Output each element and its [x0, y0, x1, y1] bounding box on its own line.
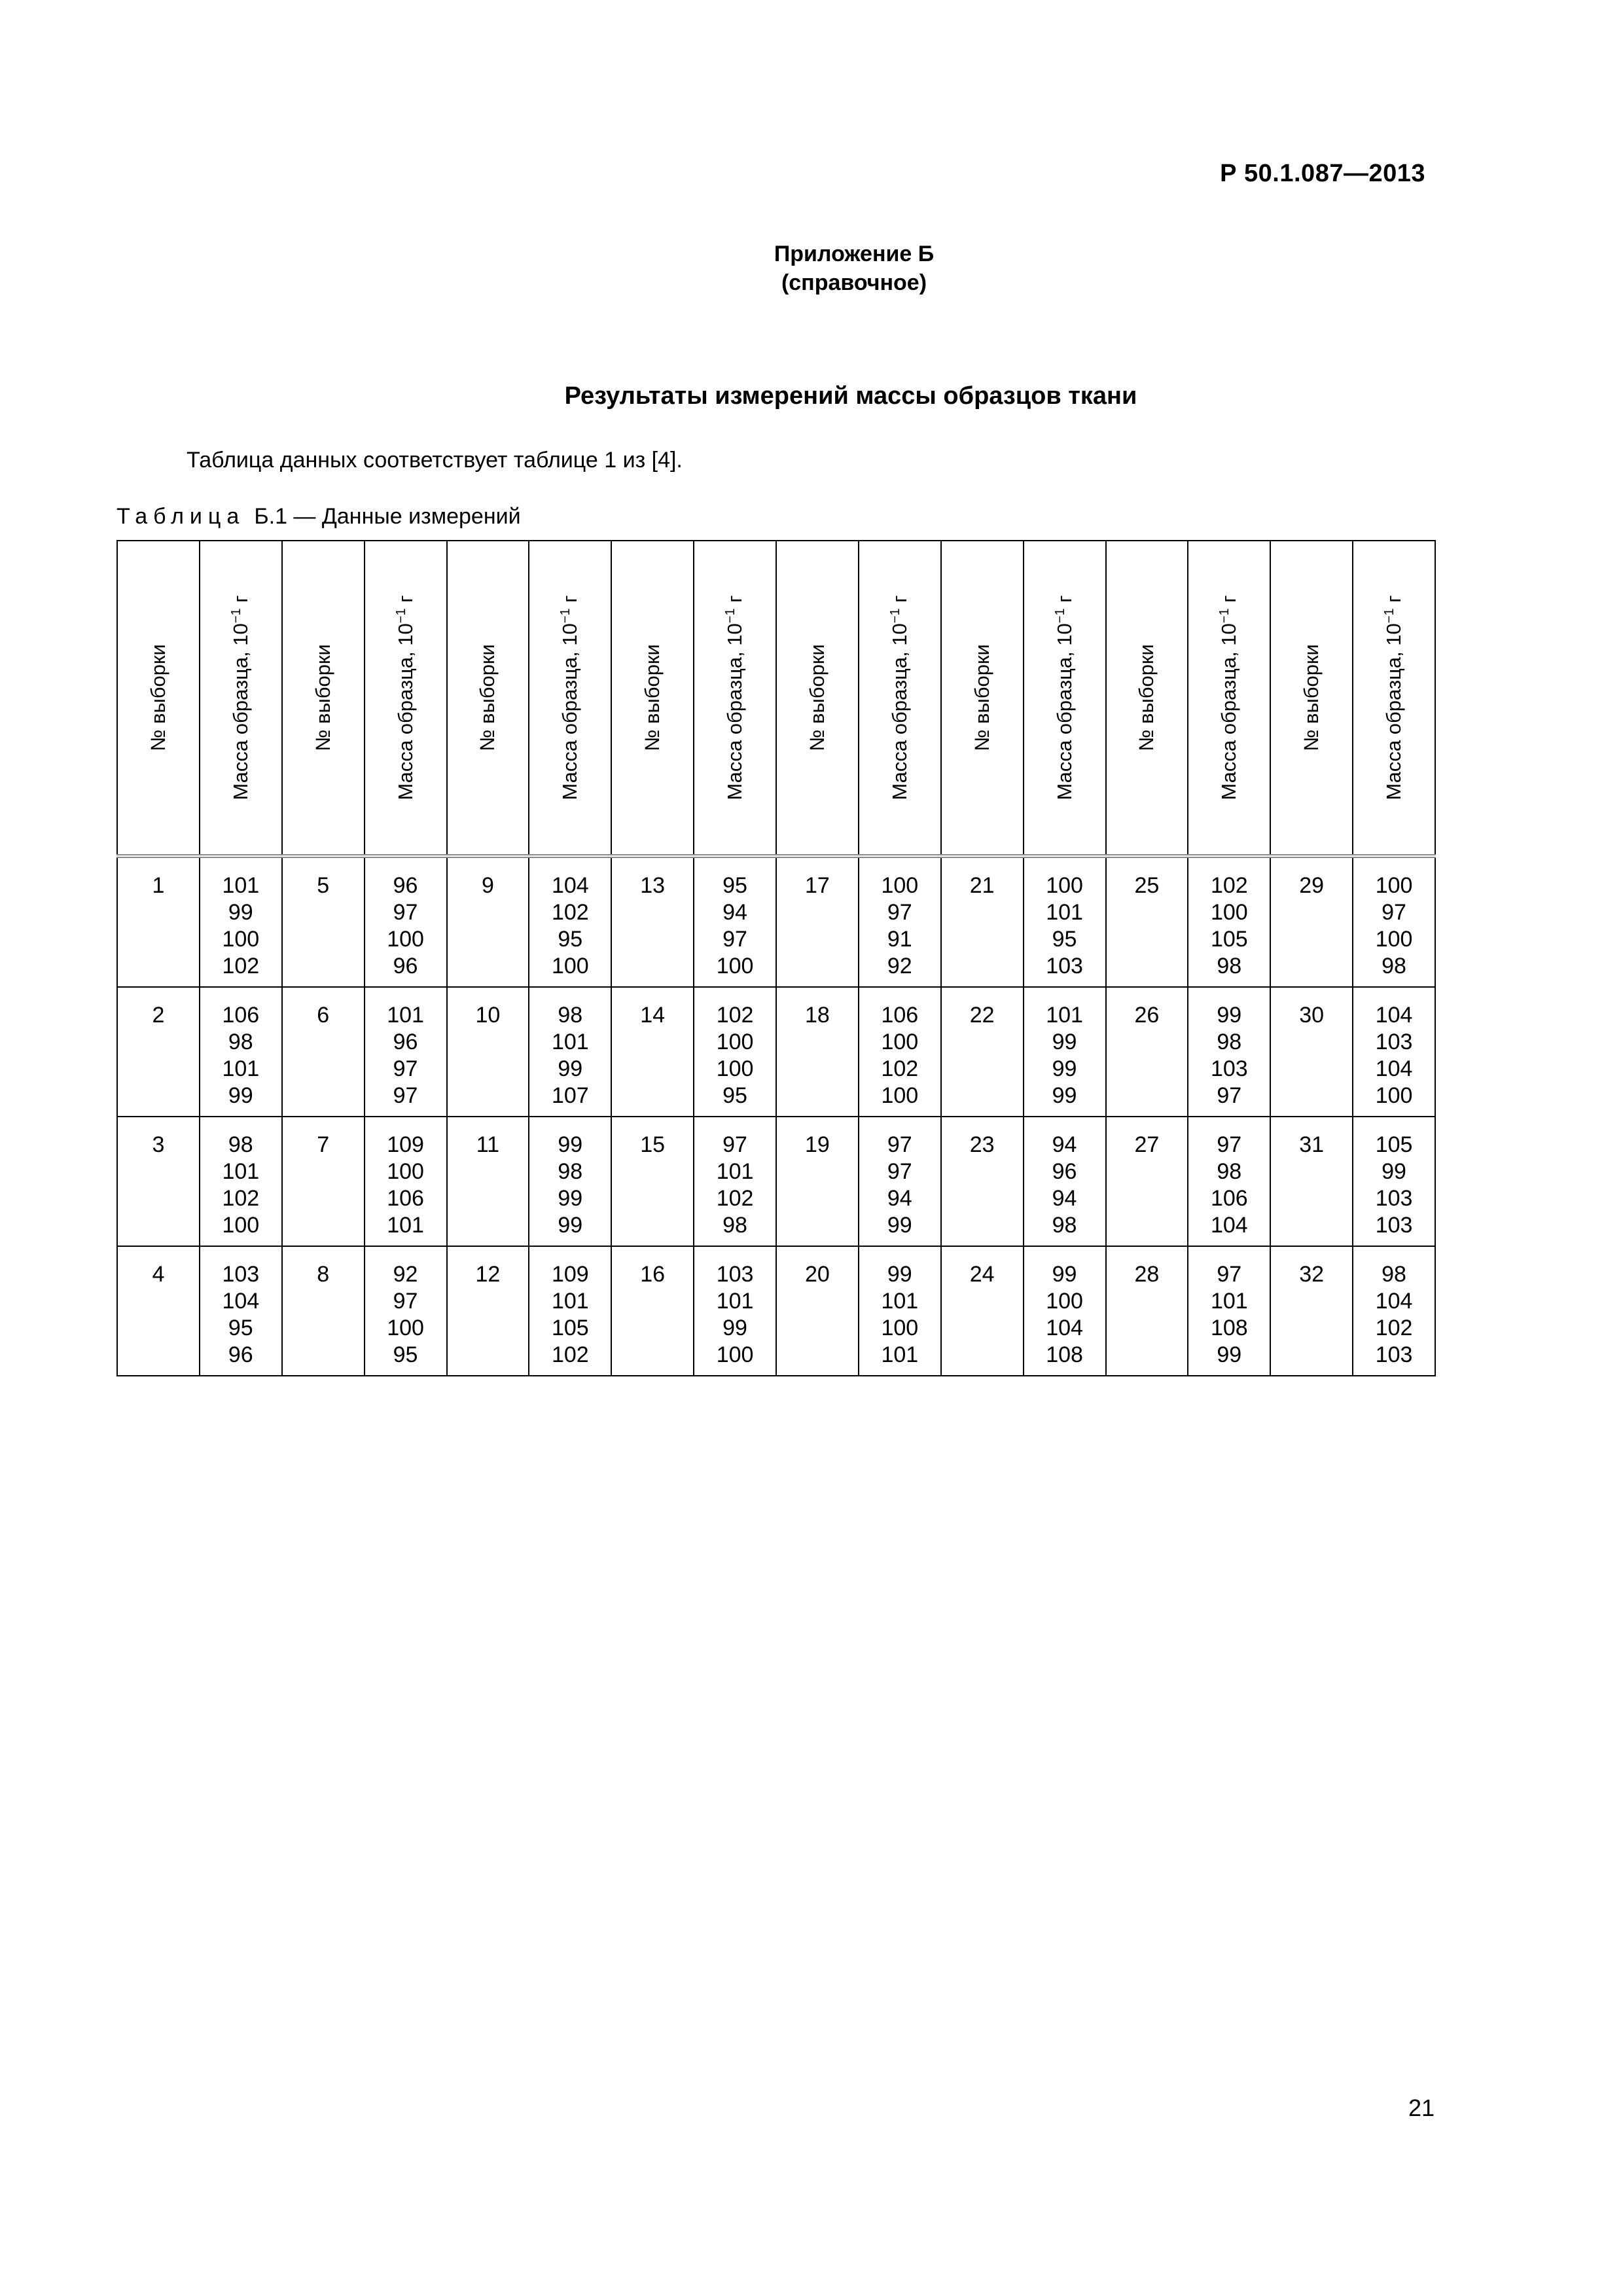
- mass-header-base: Масса образца, 10: [1382, 623, 1406, 800]
- mass-header-base: Масса образца, 10: [228, 623, 252, 800]
- mass-value: 99: [887, 1262, 912, 1287]
- mass-header-exponent: −1: [393, 608, 408, 624]
- mass-value: 100: [387, 1159, 424, 1184]
- mass-value: 101: [716, 1289, 754, 1314]
- mass-values-cell: [1353, 856, 1435, 987]
- mass-value: 98: [1217, 954, 1242, 978]
- mass-value: 106: [387, 1186, 424, 1211]
- mass-header-base: Масса образца, 10: [558, 623, 582, 800]
- mass-header-exponent: −1: [722, 608, 738, 624]
- mass-values-cell: [859, 987, 941, 1117]
- mass-header-unit: г: [1382, 595, 1406, 609]
- mass-value: 96: [393, 1030, 418, 1054]
- mass-value: 104: [1375, 1056, 1413, 1081]
- mass-value: 98: [722, 1213, 747, 1238]
- mass-value: 101: [881, 1289, 919, 1314]
- mass-value: 95: [722, 873, 747, 898]
- mass-header-exponent: −1: [887, 608, 902, 624]
- mass-value: 94: [1052, 1132, 1077, 1157]
- mass-value: 98: [1217, 1030, 1242, 1054]
- mass-value: 98: [228, 1030, 253, 1054]
- mass-value: 101: [222, 873, 260, 898]
- column-header-label: № выборки: [641, 644, 664, 751]
- sample-number-cell: 3: [117, 1117, 200, 1246]
- mass-value: 107: [551, 1083, 589, 1108]
- mass-values-cell: [1353, 1246, 1435, 1376]
- sample-number-cell: 20: [776, 1246, 859, 1376]
- mass-header-exponent: −1: [1217, 608, 1232, 624]
- mass-value: 101: [222, 1159, 260, 1184]
- mass-value: 97: [722, 927, 747, 952]
- column-header-label: [558, 595, 582, 800]
- mass-value: 92: [887, 954, 912, 978]
- mass-value: 106: [881, 1003, 919, 1028]
- mass-value: 102: [716, 1186, 754, 1211]
- mass-values-cell: [694, 1117, 776, 1246]
- mass-value: 108: [1210, 1316, 1248, 1340]
- mass-values-cell: [1188, 987, 1270, 1117]
- mass-value: 102: [222, 954, 260, 978]
- mass-value: 104: [1046, 1316, 1083, 1340]
- mass-value: 105: [1375, 1132, 1413, 1157]
- mass-values-cell: [859, 856, 941, 987]
- mass-value: 97: [393, 1083, 418, 1108]
- mass-value: 104: [1210, 1213, 1248, 1238]
- mass-value: 99: [558, 1132, 583, 1157]
- column-header-label: № выборки: [476, 644, 499, 751]
- mass-header-unit: г: [1052, 595, 1076, 609]
- sample-number-cell: 19: [776, 1117, 859, 1246]
- mass-header-base: Масса образца, 10: [887, 623, 911, 800]
- mass-value: 101: [1210, 1289, 1248, 1314]
- mass-values-cell: [859, 1117, 941, 1246]
- column-header-sample-no: [117, 541, 200, 856]
- mass-values-cell: [529, 1246, 611, 1376]
- mass-value: 95: [1052, 927, 1077, 952]
- sample-number-cell: 31: [1270, 1117, 1353, 1246]
- mass-value: 100: [387, 927, 424, 952]
- mass-value: 97: [887, 900, 912, 925]
- mass-value: 101: [387, 1003, 424, 1028]
- mass-value: 97: [722, 1132, 747, 1157]
- sample-number-cell: 1: [117, 856, 200, 987]
- mass-header-base: Масса образца, 10: [723, 623, 747, 800]
- mass-values-cell: [200, 1246, 282, 1376]
- mass-value: 96: [228, 1342, 253, 1367]
- mass-value: 103: [222, 1262, 260, 1287]
- mass-value: 103: [1046, 954, 1083, 978]
- mass-value: 99: [1382, 1159, 1406, 1184]
- table-caption-word: Таблица: [116, 504, 245, 529]
- sample-number-cell: 24: [941, 1246, 1024, 1376]
- column-header-label: № выборки: [1135, 644, 1158, 751]
- mass-value: 104: [1375, 1289, 1413, 1314]
- mass-value: 101: [1046, 900, 1083, 925]
- mass-value: 103: [1375, 1186, 1413, 1211]
- sample-number-cell: 11: [447, 1117, 529, 1246]
- mass-value: 100: [881, 1083, 919, 1108]
- mass-value: 94: [887, 1186, 912, 1211]
- mass-header-unit: г: [393, 595, 417, 609]
- mass-values-cell: [1024, 856, 1106, 987]
- table-row: [117, 987, 1435, 1117]
- mass-values-cell: [1024, 1117, 1106, 1246]
- column-header-sample-no: [611, 541, 694, 856]
- mass-value: 95: [393, 1342, 418, 1367]
- mass-value: 94: [1052, 1186, 1077, 1211]
- column-header-sample-no: [1106, 541, 1188, 856]
- mass-value: 95: [558, 927, 583, 952]
- mass-values-cell: [1188, 1246, 1270, 1376]
- mass-value: 100: [222, 927, 260, 952]
- mass-header-exponent: −1: [558, 608, 573, 624]
- mass-value: 100: [1375, 927, 1413, 952]
- mass-value: 98: [558, 1003, 583, 1028]
- mass-value: 96: [1052, 1159, 1077, 1184]
- mass-header-exponent: −1: [1382, 608, 1397, 624]
- mass-values-cell: [365, 987, 447, 1117]
- mass-value: 97: [393, 1056, 418, 1081]
- mass-value: 100: [222, 1213, 260, 1238]
- appendix-title: Приложение Б: [774, 242, 935, 266]
- mass-values-cell: [200, 987, 282, 1117]
- table-row: [117, 1246, 1435, 1376]
- mass-value: 99: [1052, 1083, 1077, 1108]
- mass-value: 100: [387, 1316, 424, 1340]
- mass-header-exponent: −1: [1052, 608, 1067, 624]
- section-title: [0, 382, 1623, 410]
- column-header-label: [888, 595, 912, 800]
- mass-header-unit: г: [558, 595, 582, 609]
- mass-value: 103: [1375, 1213, 1413, 1238]
- mass-values-cell: [1024, 1246, 1106, 1376]
- mass-values-cell: [1024, 987, 1106, 1117]
- mass-value: 103: [1375, 1030, 1413, 1054]
- column-header-label: № выборки: [970, 644, 993, 751]
- sample-number-cell: 6: [282, 987, 365, 1117]
- mass-value: 99: [1052, 1056, 1077, 1081]
- mass-value: 105: [1210, 927, 1248, 952]
- mass-value: 100: [881, 1030, 919, 1054]
- mass-value: 100: [551, 954, 589, 978]
- column-header-label: № выборки: [805, 644, 829, 751]
- mass-value: 101: [881, 1342, 919, 1367]
- mass-value: 100: [1210, 900, 1248, 925]
- mass-values-cell: [1353, 1117, 1435, 1246]
- mass-value: 104: [1375, 1003, 1413, 1028]
- column-header-label: [229, 595, 253, 800]
- column-header-mass: [859, 541, 941, 856]
- table-caption-title: Б.1 — Данные измерений: [254, 504, 521, 529]
- sample-number-cell: 14: [611, 987, 694, 1117]
- mass-values-cell: [365, 1117, 447, 1246]
- mass-value: 101: [387, 1213, 424, 1238]
- mass-header-unit: г: [228, 595, 252, 609]
- mass-value: 97: [887, 1159, 912, 1184]
- column-header-label: № выборки: [311, 644, 334, 751]
- mass-values-cell: [529, 1117, 611, 1246]
- column-header-mass: [529, 541, 611, 856]
- sample-number-cell: 23: [941, 1117, 1024, 1246]
- column-header-mass: [200, 541, 282, 856]
- mass-value: 101: [551, 1289, 589, 1314]
- mass-value: 103: [1375, 1342, 1413, 1367]
- mass-value: 97: [1217, 1262, 1242, 1287]
- mass-value: 99: [1052, 1262, 1077, 1287]
- mass-value: 106: [1210, 1186, 1248, 1211]
- mass-values-cell: [1188, 1117, 1270, 1246]
- document-code: Р 50.1.087—2013: [1220, 160, 1425, 187]
- column-header-sample-no: [941, 541, 1024, 856]
- column-header-label: № выборки: [1300, 644, 1323, 751]
- sample-number-cell: 32: [1270, 1246, 1353, 1376]
- mass-value: 102: [881, 1056, 919, 1081]
- column-header-sample-no: [447, 541, 529, 856]
- mass-value: 98: [228, 1132, 253, 1157]
- column-header-sample-no: [1270, 541, 1353, 856]
- sample-number-cell: 22: [941, 987, 1024, 1117]
- mass-value: 100: [1375, 873, 1413, 898]
- mass-values-cell: [694, 1246, 776, 1376]
- sample-number-cell: 26: [1106, 987, 1188, 1117]
- mass-value: 103: [1210, 1056, 1248, 1081]
- mass-header-base: Масса образца, 10: [1052, 623, 1076, 800]
- sample-number-cell: 21: [941, 856, 1024, 987]
- mass-value: 101: [716, 1159, 754, 1184]
- mass-value: 96: [393, 954, 418, 978]
- mass-value: 100: [1046, 873, 1083, 898]
- mass-values-cell: [365, 1246, 447, 1376]
- column-header-mass: [694, 541, 776, 856]
- mass-values-cell: [365, 856, 447, 987]
- mass-value: 97: [887, 1132, 912, 1157]
- column-header-label: [1217, 595, 1241, 800]
- column-header-label: № выборки: [146, 644, 169, 751]
- mass-header-base: Масса образца, 10: [393, 623, 417, 800]
- sample-number-cell: 4: [117, 1246, 200, 1376]
- sample-number-cell: 16: [611, 1246, 694, 1376]
- mass-value: 100: [1046, 1289, 1083, 1314]
- mass-header-base: Масса образца, 10: [1217, 623, 1241, 800]
- column-header-mass: [1024, 541, 1106, 856]
- sample-number-cell: 12: [447, 1246, 529, 1376]
- column-header-label: [1382, 595, 1406, 800]
- mass-value: 100: [716, 1030, 754, 1054]
- mass-header-unit: г: [723, 595, 747, 609]
- table-row: [117, 1117, 1435, 1246]
- mass-value: 108: [1046, 1342, 1083, 1367]
- column-header-sample-no: [282, 541, 365, 856]
- mass-value: 100: [881, 873, 919, 898]
- mass-value: 96: [393, 873, 418, 898]
- sample-number-cell: 17: [776, 856, 859, 987]
- mass-values-cell: [200, 1117, 282, 1246]
- appendix-heading: [0, 240, 1623, 297]
- mass-value: 99: [558, 1056, 583, 1081]
- mass-value: 98: [1052, 1213, 1077, 1238]
- sample-number-cell: 9: [447, 856, 529, 987]
- column-header-mass: [1353, 541, 1435, 856]
- mass-value: 109: [551, 1262, 589, 1287]
- mass-value: 97: [1217, 1083, 1242, 1108]
- measurement-table: [116, 540, 1436, 1376]
- mass-values-cell: [1188, 856, 1270, 987]
- mass-value: 99: [558, 1213, 583, 1238]
- mass-value: 98: [558, 1159, 583, 1184]
- mass-value: 91: [887, 927, 912, 952]
- mass-value: 94: [722, 900, 747, 925]
- mass-values-cell: [529, 856, 611, 987]
- mass-value: 97: [1217, 1132, 1242, 1157]
- mass-values-cell: [694, 856, 776, 987]
- mass-value: 102: [1375, 1316, 1413, 1340]
- mass-value: 98: [1382, 954, 1406, 978]
- column-header-mass: [365, 541, 447, 856]
- mass-value: 109: [387, 1132, 424, 1157]
- mass-value: 101: [222, 1056, 260, 1081]
- mass-value: 105: [551, 1316, 589, 1340]
- mass-values-cell: [529, 987, 611, 1117]
- sample-number-cell: 13: [611, 856, 694, 987]
- mass-value: 102: [716, 1003, 754, 1028]
- mass-value: 98: [1382, 1262, 1406, 1287]
- mass-value: 102: [551, 1342, 589, 1367]
- column-header-label: [723, 595, 747, 800]
- page-number: 21: [1408, 2094, 1435, 2121]
- sample-number-cell: 7: [282, 1117, 365, 1246]
- sample-number-cell: 27: [1106, 1117, 1188, 1246]
- sample-number-cell: 28: [1106, 1246, 1188, 1376]
- sample-number-cell: 29: [1270, 856, 1353, 987]
- table-caption: [116, 504, 521, 529]
- mass-value: 100: [716, 1342, 754, 1367]
- mass-values-cell: [859, 1246, 941, 1376]
- table-header-row: [117, 541, 1435, 856]
- mass-values-cell: [200, 856, 282, 987]
- mass-value: 101: [1046, 1003, 1083, 1028]
- mass-value: 97: [1382, 900, 1406, 925]
- mass-value: 100: [716, 954, 754, 978]
- column-header-mass: [1188, 541, 1270, 856]
- sample-number-cell: 15: [611, 1117, 694, 1246]
- mass-value: 104: [222, 1289, 260, 1314]
- mass-value: 99: [558, 1186, 583, 1211]
- mass-value: 98: [1217, 1159, 1242, 1184]
- mass-value: 97: [393, 900, 418, 925]
- sample-number-cell: 25: [1106, 856, 1188, 987]
- mass-value: 104: [551, 873, 589, 898]
- mass-value: 100: [1375, 1083, 1413, 1108]
- mass-header-exponent: −1: [228, 608, 243, 624]
- mass-value: 106: [222, 1003, 260, 1028]
- intro-paragraph: Таблица данных соответствует таблице 1 из [4].: [187, 448, 683, 473]
- mass-value: 99: [1052, 1030, 1077, 1054]
- mass-value: 92: [393, 1262, 418, 1287]
- column-header-label: [1052, 595, 1076, 800]
- sample-number-cell: 8: [282, 1246, 365, 1376]
- mass-value: 102: [222, 1186, 260, 1211]
- mass-value: 95: [228, 1316, 253, 1340]
- mass-values-cell: [694, 987, 776, 1117]
- mass-value: 102: [551, 900, 589, 925]
- mass-value: 102: [1210, 873, 1248, 898]
- mass-header-unit: г: [887, 595, 911, 609]
- mass-value: 99: [228, 1083, 253, 1108]
- mass-value: 99: [887, 1213, 912, 1238]
- appendix-subtitle: (справочное): [781, 270, 927, 295]
- sample-number-cell: 18: [776, 987, 859, 1117]
- mass-value: 97: [393, 1289, 418, 1314]
- mass-value: 100: [716, 1056, 754, 1081]
- mass-value: 103: [716, 1262, 754, 1287]
- mass-value: 99: [228, 900, 253, 925]
- mass-value: 100: [881, 1316, 919, 1340]
- sample-number-cell: 30: [1270, 987, 1353, 1117]
- mass-value: 101: [551, 1030, 589, 1054]
- table-row: [117, 856, 1435, 987]
- column-header-label: [393, 595, 417, 800]
- section-title-text: Результаты измерений массы образцов ткани: [564, 382, 1137, 410]
- mass-value: 99: [1217, 1003, 1242, 1028]
- sample-number-cell: 10: [447, 987, 529, 1117]
- sample-number-cell: 5: [282, 856, 365, 987]
- mass-values-cell: [1353, 987, 1435, 1117]
- column-header-sample-no: [776, 541, 859, 856]
- sample-number-cell: 2: [117, 987, 200, 1117]
- mass-value: 99: [722, 1316, 747, 1340]
- mass-header-unit: г: [1217, 595, 1241, 609]
- mass-value: 95: [722, 1083, 747, 1108]
- mass-value: 99: [1217, 1342, 1242, 1367]
